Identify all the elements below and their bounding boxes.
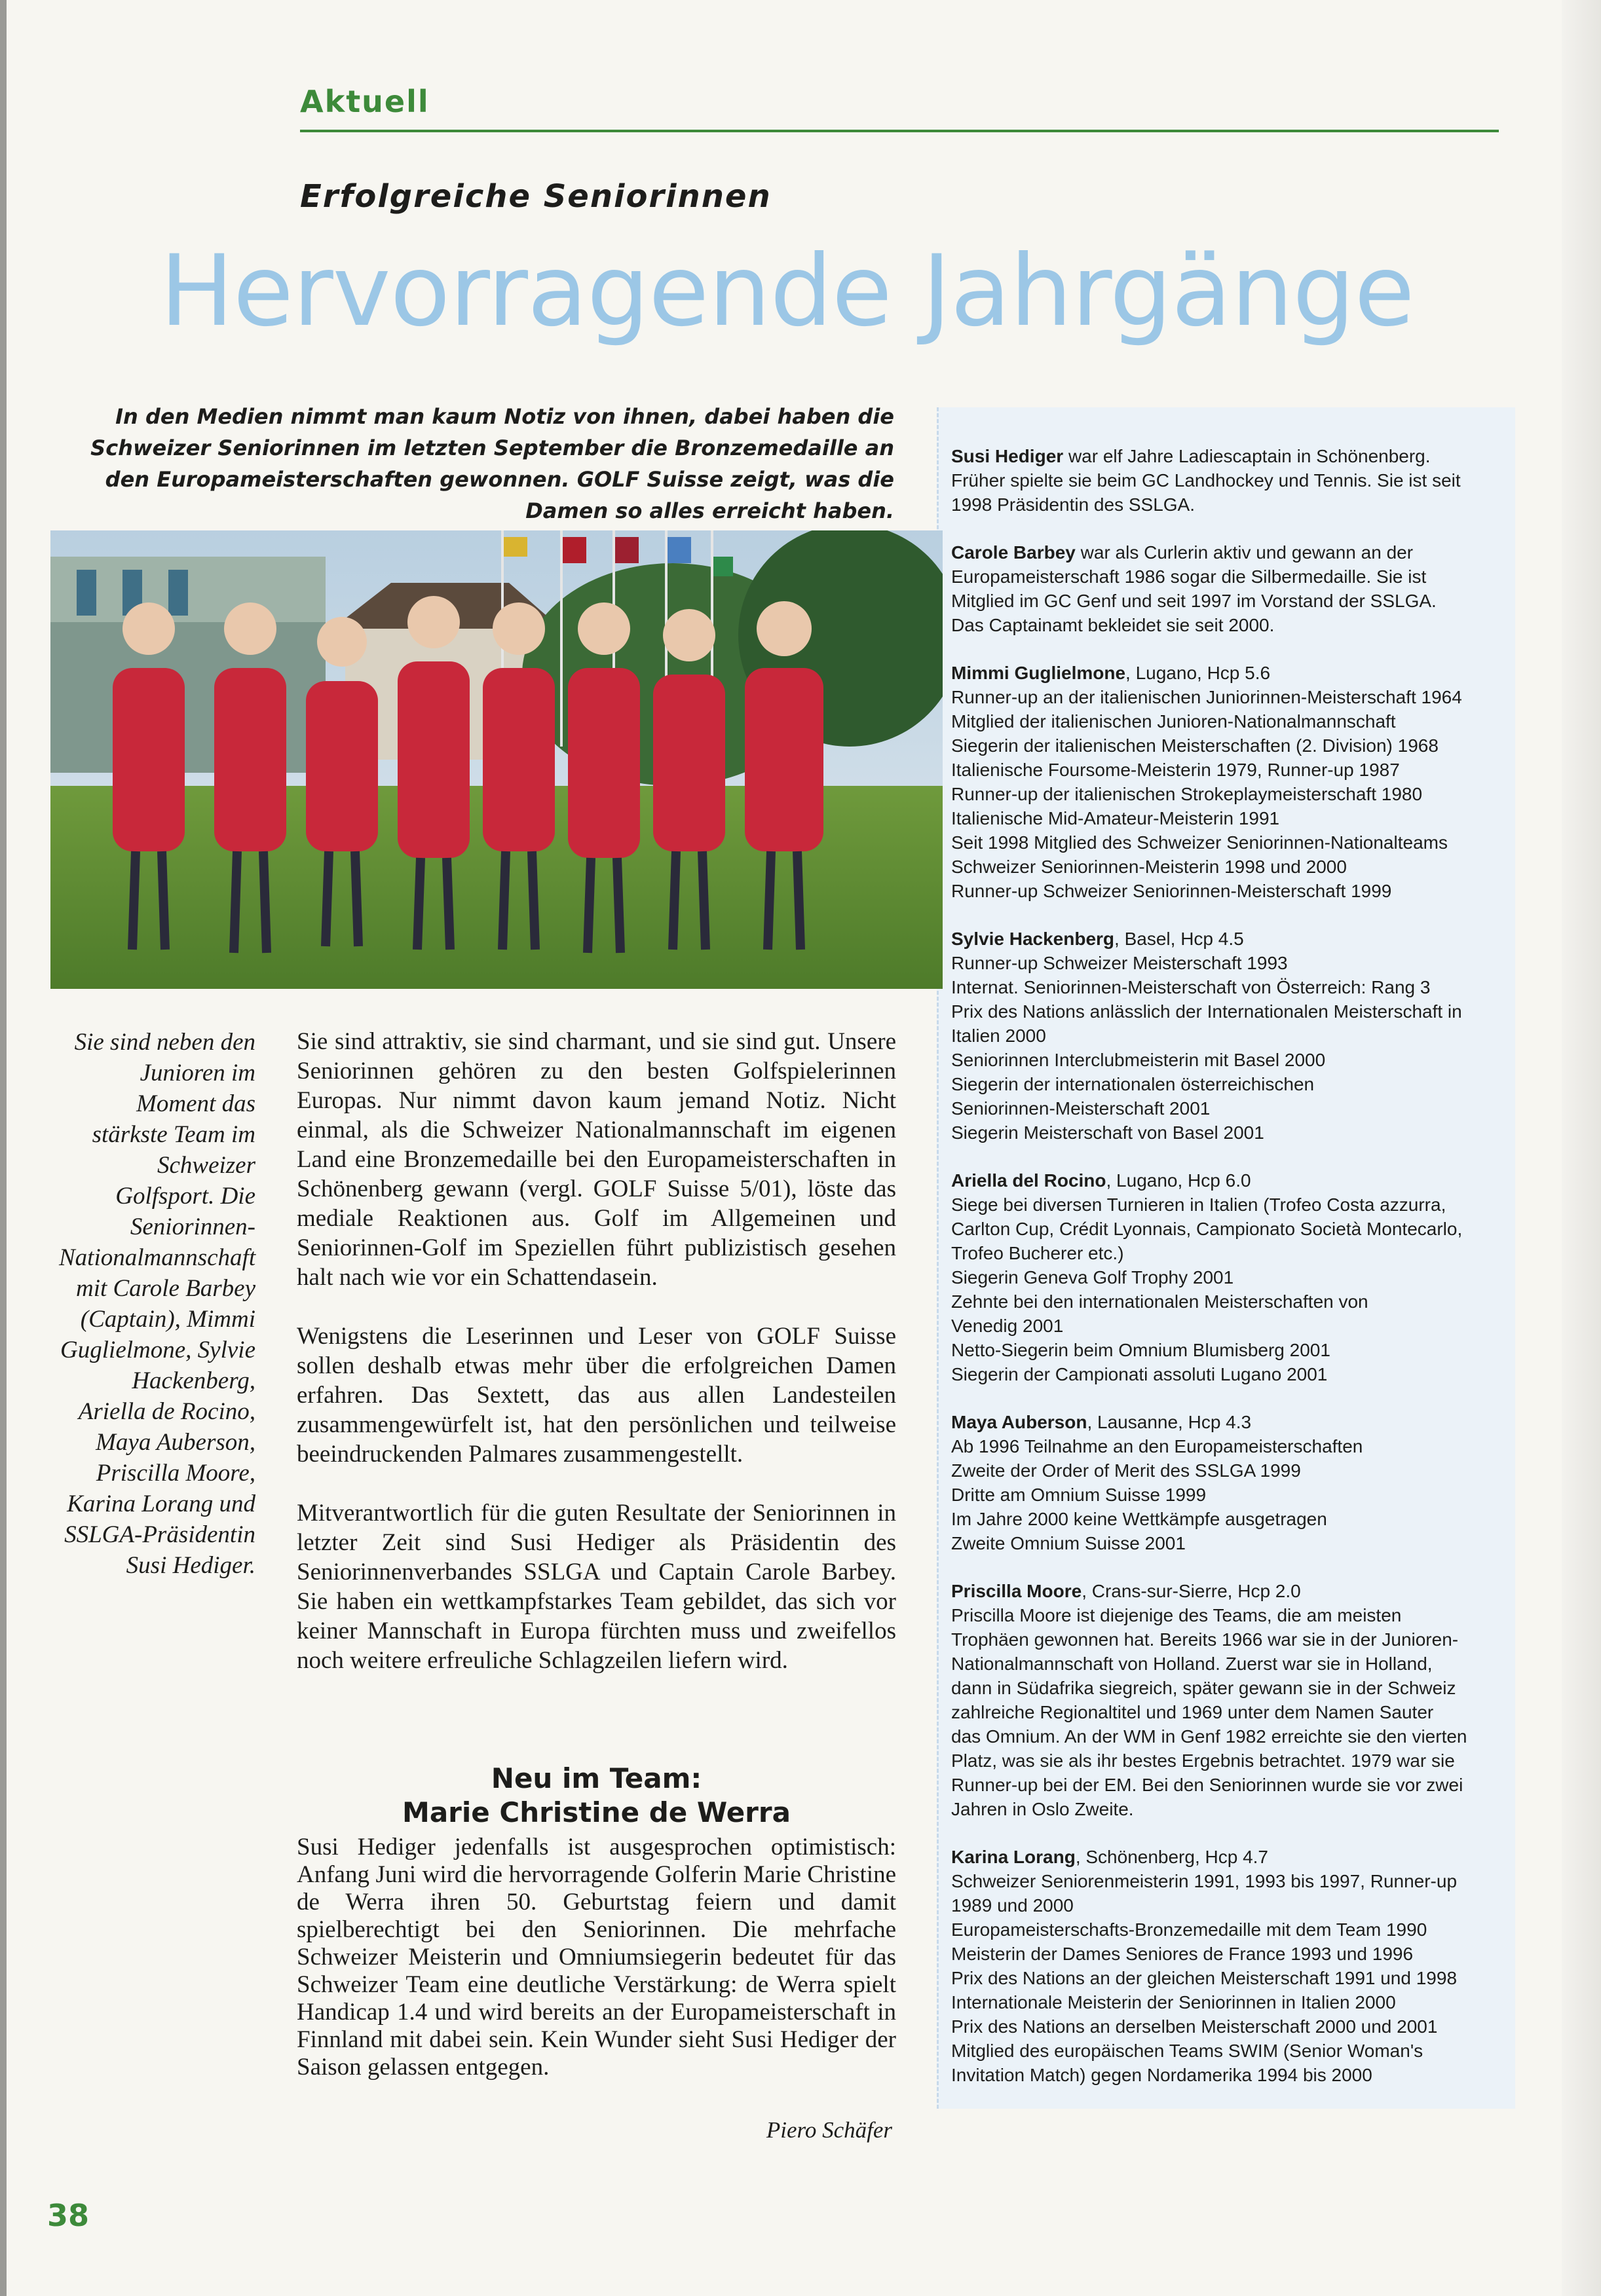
bio-name: Maya Auberson — [951, 1412, 1087, 1432]
bio-entry — [951, 1845, 1505, 2087]
bio-line: Mitglied des europäischen Teams SWIM (Senior Woman's — [951, 2041, 1423, 2061]
page-number: 38 — [47, 2198, 90, 2233]
bio-name: Priscilla Moore — [951, 1581, 1082, 1601]
bio-list — [951, 444, 1505, 2111]
bio-entry — [951, 661, 1505, 903]
photo-caption: Sie sind neben den Junioren im Moment das stärkste Team im Schweizer Golfsport. Die Seniorinnen-Nationalmannschaft mit Carole Barbey (Captain), Mimmi Guglielmone, Sylvie Hackenberg, Ariella de Rocino, Maya Auberson, Priscilla Moore, Karina Lorang und SSLGA-Präsidentin Susi Hediger. — [59, 1029, 256, 1579]
subheading — [297, 1762, 896, 1830]
bio-line: Zweite der Order of Merit des SSLGA 1999 — [951, 1460, 1301, 1481]
bio-line: Seit 1998 Mitglied des Schweizer Seniorinnen-Nationalteams — [951, 832, 1448, 853]
bio-meta: , Lugano, Hcp 6.0 — [1106, 1170, 1251, 1191]
bio-line: Mitglied im GC Genf und seit 1997 im Vorstand der SSLGA. — [951, 591, 1437, 611]
bio-meta: , Schönenberg, Hcp 4.7 — [1075, 1847, 1269, 1867]
bio-line: Mitglied der italienischen Junioren-Nationalmannschaft — [951, 711, 1396, 731]
bio-line: Italienische Foursome-Meisterin 1979, Runner-up 1987 — [951, 760, 1400, 780]
bio-text: war elf Jahre Ladiescaptain in Schönenberg. — [1068, 446, 1431, 466]
bio-line: Trofeo Bucherer etc.) — [951, 1243, 1124, 1263]
bio-line: Runner-up an der italienischen Juniorinnen-Meisterschaft 1964 — [951, 687, 1462, 707]
bio-line: Siegerin der italienischen Meisterschaften (2. Division) 1968 — [951, 735, 1439, 756]
bio-line: 1998 Präsidentin des SSLGA. — [951, 494, 1196, 515]
bio-line: Seniorinnen-Meisterschaft 2001 — [951, 1098, 1211, 1119]
bio-line: Runner-up Schweizer Seniorinnen-Meisterschaft 1999 — [951, 881, 1392, 901]
bio-entry — [951, 1168, 1505, 1386]
bio-line: Siegerin der Campionati assoluti Lugano 2001 — [951, 1364, 1328, 1384]
bio-name: Ariella del Rocino — [951, 1170, 1106, 1191]
author-byline: Piero Schäfer — [766, 2117, 892, 2143]
subheading-line-1: Neu im Team: — [491, 1762, 702, 1794]
bio-meta: , Basel, Hcp 4.5 — [1114, 929, 1244, 949]
bio-line: Prix des Nations an der gleichen Meisterschaft 1991 und 1998 — [951, 1968, 1458, 1988]
bio-line: Italien 2000 — [951, 1026, 1046, 1046]
bio-meta: , Crans-sur-Sierre, Hcp 2.0 — [1082, 1581, 1301, 1601]
bio-entry — [951, 1579, 1505, 1821]
bio-entry — [951, 444, 1505, 517]
bio-line: das Omnium. An der WM in Genf 1982 erreichte sie den vierten — [951, 1726, 1467, 1747]
bio-line: Platz, was sie als ihr bestes Ergebnis betrachtet. 1979 war sie — [951, 1750, 1455, 1771]
bio-line: Trophäen gewonnen hat. Bereits 1966 war sie in der Junioren- — [951, 1629, 1459, 1650]
bio-line: 1989 und 2000 — [951, 1895, 1074, 1916]
bio-line: Venedig 2001 — [951, 1316, 1064, 1336]
bio-name: Carole Barbey — [951, 542, 1076, 563]
bio-text: war als Curlerin aktiv und gewann an der — [1080, 542, 1414, 563]
bio-line: Siegerin Meisterschaft von Basel 2001 — [951, 1122, 1264, 1143]
scan-edge-right — [1562, 0, 1601, 2296]
bio-line: Im Jahre 2000 keine Wettkämpfe ausgetragen — [951, 1509, 1327, 1529]
bio-line: Dritte am Omnium Suisse 1999 — [951, 1485, 1207, 1505]
bio-line: Internationale Meisterin der Seniorinnen in Italien 2000 — [951, 1992, 1396, 2012]
bio-line: Carlton Cup, Crédit Lyonnais, Campionato Società Montecarlo, — [951, 1219, 1463, 1239]
bio-line: Prix des Nations anlässlich der Internationalen Meisterschaft in — [951, 1001, 1462, 1022]
bio-line: Schweizer Seniorinnen-Meisterin 1998 und 2000 — [951, 857, 1347, 877]
bio-line: zahlreiche Regionaltitel und 1969 unter dem Namen Sauter — [951, 1702, 1434, 1722]
bio-meta: , Lausanne, Hcp 4.3 — [1087, 1412, 1252, 1432]
lead-paragraph: In den Medien nimmt man kaum Notiz von ihnen, dabei haben die Schweizer Seniorinnen im letzten September die Bronzemedaille an den Europameisterschaften gewonnen. GOLF Suisse zeigt, was die Damen so alles erreicht haben. — [90, 404, 894, 523]
body-paragraph: Wenigstens die Leserinnen und Leser von GOLF Suisse sollen deshalb etwas mehr über die erfolgreichen Damen erfahren. Das Sextett, das aus allen Landesteilen zusammengewürfelt ist, hat den persönlichen und teilweise beeindruckenden Palmares zusammengestellt. — [297, 1323, 896, 1468]
bio-line: Runner-up bei der EM. Bei den Seniorinnen wurde sie vor zwei — [951, 1775, 1463, 1795]
bio-line: Netto-Siegerin beim Omnium Blumisberg 2001 — [951, 1340, 1330, 1360]
team-photo-illustration — [50, 530, 943, 989]
bio-line: Siegerin der internationalen österreichischen — [951, 1074, 1315, 1094]
bio-name: Sylvie Hackenberg — [951, 929, 1115, 949]
bio-line: dann in Südafrika siegreich, später gewann sie in der Schweiz — [951, 1678, 1456, 1698]
article-body — [297, 1027, 896, 1675]
bio-line: Europameisterschafts-Bronzemedaille mit dem Team 1990 — [951, 1919, 1427, 1940]
headline: Hervorragende Jahrgänge — [160, 234, 1414, 348]
scan-edge-left — [0, 0, 7, 2296]
body-paragraph-werra: Susi Hediger jedenfalls ist ausgesprochen optimistisch: Anfang Juni wird die hervorragende Golferin Marie Christine de Werra ihren 50. Geburtstag feiern und damit spielberechtigt bei den Seniorinnen. Die mehrfache Schweizer Meisterin und Omniumsiegerin bedeutet für das Schweizer Team eine deutliche Verstärkung: de Werra spielt Handicap 1.4 und wird bereits an der Europameisterschaft in Finnland mit dabei sein. Kein Wunder sieht Susi Hediger der Saison gelassen entgegen. — [297, 1834, 896, 2081]
bio-line: Das Captainamt bekleidet sie seit 2000. — [951, 615, 1275, 635]
bio-name: Mimmi Guglielmone — [951, 663, 1126, 683]
bio-line: Runner-up der italienischen Strokeplaymeisterschaft 1980 — [951, 784, 1423, 804]
section-label: Aktuell — [300, 84, 430, 119]
bio-entry — [951, 540, 1505, 637]
bio-meta: , Lugano, Hcp 5.6 — [1125, 663, 1271, 683]
bio-line: Italienische Mid-Amateur-Meisterin 1991 — [951, 808, 1280, 828]
bio-line: Zweite Omnium Suisse 2001 — [951, 1533, 1186, 1553]
bio-line: Schweizer Seniorenmeisterin 1991, 1993 bis 1997, Runner-up — [951, 1871, 1458, 1891]
bio-line: Priscilla Moore ist diejenige des Teams, die am meisten — [951, 1605, 1402, 1625]
body-paragraph: Mitverantwortlich für die guten Resultate der Seniorinnen in letzter Zeit sind Susi Hediger als Präsidentin des Seniorinnenverbandes SSLGA und Captain Carole Barbey. Sie haben ein wettkampfstarkes Team gebildet, das sich vor keiner Mannschaft in Europa fürchten muss und zweifellos noch weitere erfreuliche Schlagzeilen liefern wird. — [297, 1500, 896, 1674]
bio-line: Invitation Match) gegen Nordamerika 1994 bis 2000 — [951, 2065, 1372, 2085]
bio-line: Siege bei diversen Turnieren in Italien (Trofeo Costa azzurra, — [951, 1194, 1446, 1215]
bio-line: Europameisterschaft 1986 sogar die Silbermedaille. Sie ist — [951, 566, 1427, 587]
bio-name: Karina Lorang — [951, 1847, 1076, 1867]
bio-line: Seniorinnen Interclubmeisterin mit Basel 2000 — [951, 1050, 1326, 1070]
subheading-line-2: Marie Christine de Werra — [402, 1796, 791, 1828]
section-rule — [300, 130, 1499, 132]
team-photo — [50, 530, 943, 989]
bio-line: Zehnte bei den internationalen Meisterschaften von — [951, 1291, 1368, 1312]
bio-line: Früher spielte sie beim GC Landhockey und Tennis. Sie ist seit — [951, 470, 1461, 491]
bio-name: Susi Hediger — [951, 446, 1064, 466]
bio-line: Jahren in Oslo Zweite. — [951, 1799, 1134, 1819]
bio-line: Nationalmannschaft von Holland. Zuerst war sie in Holland, — [951, 1654, 1433, 1674]
bio-line: Internat. Seniorinnen-Meisterschaft von Österreich: Rang 3 — [951, 977, 1431, 997]
bio-line: Meisterin der Dames Seniores de France 1993 und 1996 — [951, 1944, 1414, 1964]
bio-line: Ab 1996 Teilnahme an den Europameisterschaften — [951, 1436, 1363, 1456]
bio-entry — [951, 1410, 1505, 1555]
bio-line: Siegerin Geneva Golf Trophy 2001 — [951, 1267, 1234, 1287]
bio-line: Runner-up Schweizer Meisterschaft 1993 — [951, 953, 1288, 973]
body-paragraph: Sie sind attraktiv, sie sind charmant, und sie sind gut. Unsere Seniorinnen gehören zu den besten Golfspielerinnen Europas. Nur nimmt davon kaum jemand Notiz. Nicht einmal, als die Schweizer Nationalmannschaft im eigenen Land eine Bronzemedaille bei den Europameisterschaften in Schönenberg gewann (vergl. GOLF Suisse 5/01), löste das mediale Reaktionen aus. Golf im Allgemeinen und Seniorinnen-Golf im Speziellen führt publizistisch gesehen halt nach wie vor ein Schattendasein. — [297, 1028, 896, 1291]
kicker: Erfolgreiche Seniorinnen — [300, 178, 772, 215]
bio-entry — [951, 927, 1505, 1145]
bio-line: Prix des Nations an derselben Meisterschaft 2000 und 2001 — [951, 2016, 1438, 2037]
